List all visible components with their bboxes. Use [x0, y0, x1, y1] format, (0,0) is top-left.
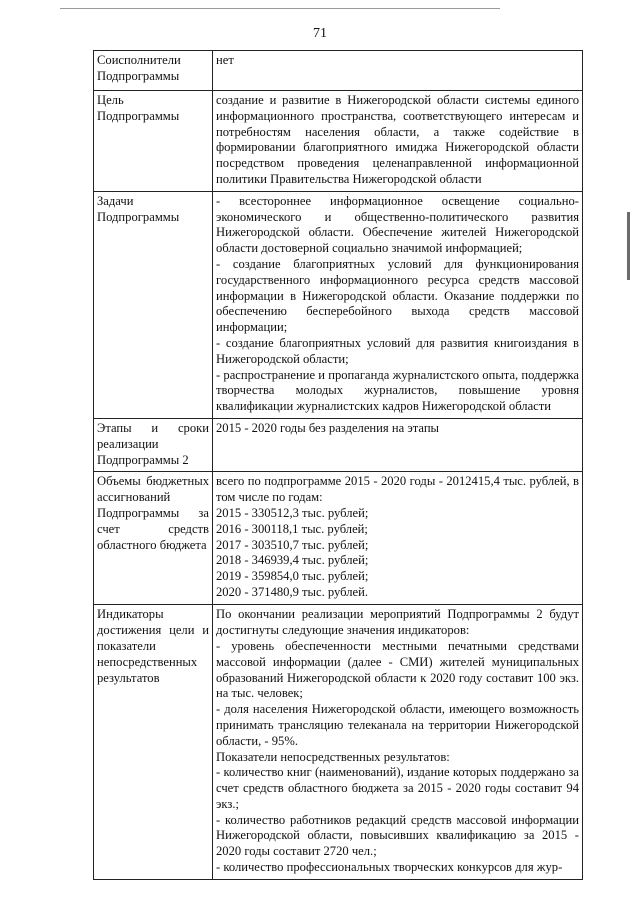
content-line: - количество работников редакций средств массовой информации Нижегородской области, повысивших квалификацию за 2015 - 2020 годы составит 2720 чел.; [216, 812, 579, 859]
row-content [213, 605, 583, 880]
content-line: - всестороннее информационное освещение социально-экономического и общественно-политического развития Нижегородской области. Обеспечение жителей Нижегородской области достоверной социально значимой информацией; [216, 193, 579, 256]
content-line: 2016 - 300118,1 тыс. рублей; [216, 521, 368, 536]
content-line: 2015 - 330512,3 тыс. рублей; [216, 505, 369, 520]
content-line: 2017 - 303510,7 тыс. рублей; [216, 537, 369, 552]
row-label: Цель Подпрограммы [94, 91, 213, 192]
row-content [213, 51, 583, 91]
content-line: - создание благоприятных условий для функционирования государственного информационного ресурса средств массовой информации в Нижегородской области. Оказание поддержки по обеспечению бесперебойного выхода средств массовой информации; [216, 256, 579, 335]
row-label: Объемы бюджетных ассигнований Подпрограммы за счет средств областного бюджета [94, 472, 213, 605]
content-line: - создание благоприятных условий для развития книгоиздания в Нижегородской области; [216, 335, 579, 366]
table-row [94, 191, 583, 418]
content-line: Показатели непосредственных результатов: [216, 749, 450, 764]
content-line: 2018 - 346939,4 тыс. рублей; [216, 553, 369, 568]
content-line: По окончании реализации мероприятий Подпрограммы 2 будут достигнуты следующие значения индикаторов: [216, 607, 579, 638]
table-row [94, 472, 583, 605]
row-label: Этапы и сроки реализации Подпрограммы 2 [94, 418, 213, 471]
table-row [94, 605, 583, 880]
content-line: - количество профессиональных творческих конкурсов для жур- [216, 860, 563, 875]
content-line: - распространение и пропаганда журналистского опыта, поддержка творчества молодых журналистов, повышение уровня квалификации журналистских кадров Нижегородской области [216, 367, 579, 414]
row-content [213, 91, 583, 192]
content-line: создание и развитие в Нижегородской области системы единого информационного пространства, соответствующего интересам и потребностям населения области, а также содействие в формировании благоприятного имиджа Нижегородской области посредством проведения целенаправленной информационной политики Правительства Нижегородской области [216, 93, 579, 186]
row-label: Индикаторы достижения цели и показатели непосредственных результатов [94, 605, 213, 880]
row-content [213, 191, 583, 418]
content-line: - доля населения Нижегородской области, имеющего возможность принимать трансляцию телеканала на территории Нижегородской области, - 95%. [216, 702, 579, 748]
row-label: Задачи Подпрограммы [94, 191, 213, 418]
row-content [213, 418, 583, 471]
top-rule [60, 8, 500, 9]
table-row [94, 51, 583, 91]
scan-edge-mark [627, 212, 630, 280]
row-label: Соисполнители Подпрограммы [94, 51, 213, 91]
content-line: - количество книг (наименований), издание которых поддержано за счет средств областного бюджета за 2015 - 2020 годы составит 94 экз.; [216, 765, 579, 811]
table-row [94, 418, 583, 471]
content-line: - уровень обеспеченности местными печатными средствами массовой информации (далее - СМИ) жителей муниципальных образований Нижегородской области к 2020 году составит 100 экз. на тыс. человек; [216, 638, 579, 701]
content-line: нет [216, 53, 234, 67]
passport-table [93, 50, 583, 880]
table-row [94, 91, 583, 192]
content-line: 2019 - 359854,0 тыс. рублей; [216, 569, 369, 584]
content-line: всего по подпрограмме 2015 - 2020 годы - 2012415,4 тыс. рублей, в том числе по годам: [216, 474, 579, 505]
content-line: 2020 - 371480,9 тыс. рублей. [216, 584, 369, 599]
row-content [213, 472, 583, 605]
content-line: 2015 - 2020 годы без разделения на этапы [216, 420, 440, 435]
page-number: 71 [313, 26, 327, 41]
